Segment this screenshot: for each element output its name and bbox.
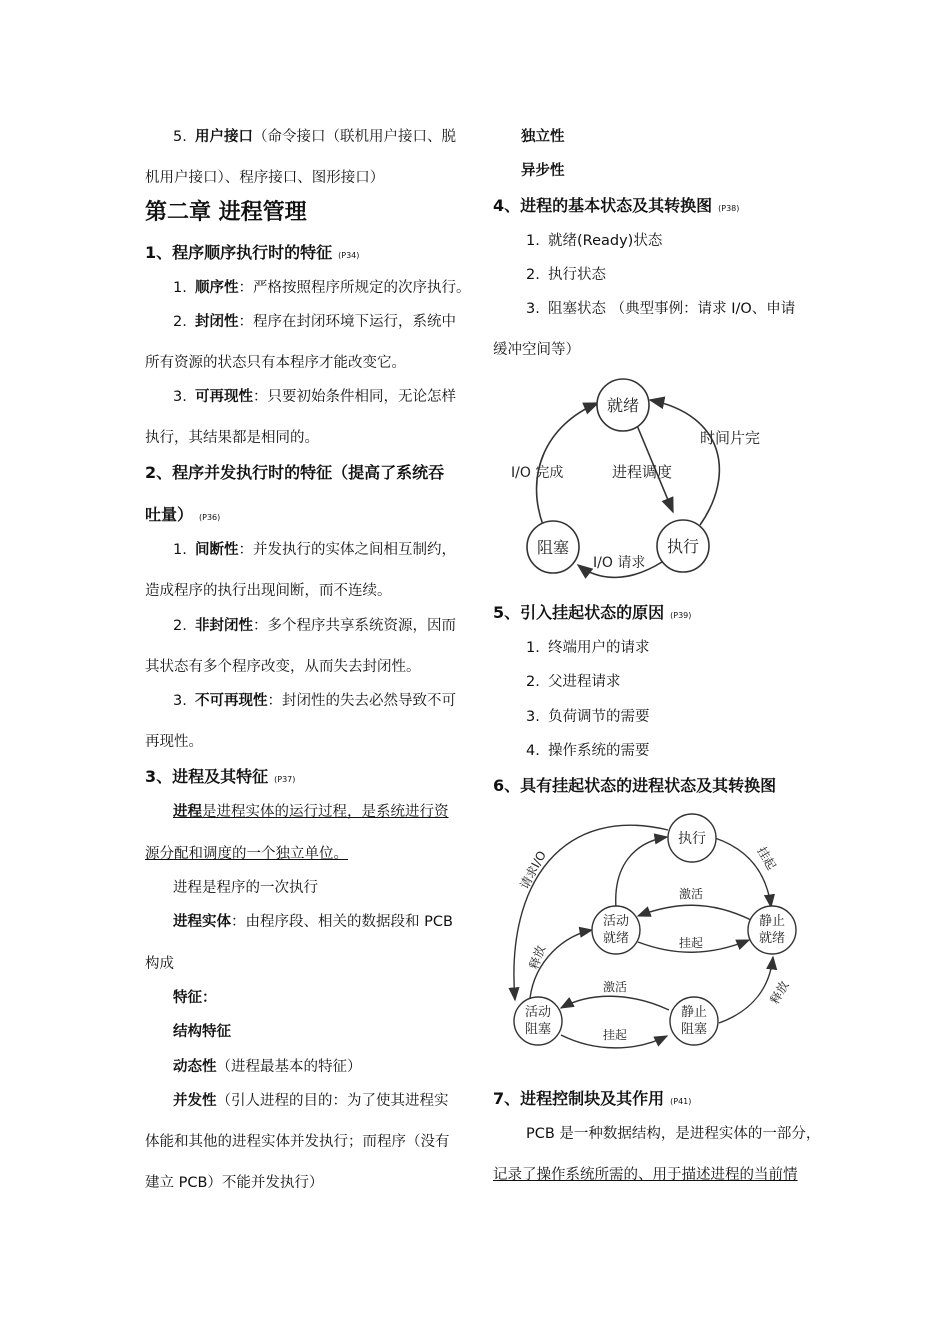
feature-item: 异步性 [521, 163, 565, 179]
release-static-arrow [719, 957, 773, 1023]
text-line: 机用户接口）、程序接口、图形接口） [145, 170, 385, 186]
static-blocked-state [670, 997, 718, 1045]
running-state [657, 520, 709, 572]
running-label: 执行 [666, 537, 700, 556]
active-blocked-state [514, 997, 562, 1045]
text-line: 其状态有多个程序改变，从而失去封闭性。 [145, 659, 421, 675]
section-heading: 5、引入挂起状态的原因 (P39) [493, 603, 692, 622]
static-ready-label-2: 就绪 [758, 931, 786, 946]
active-ready-label-2: 就绪 [602, 931, 630, 946]
list-item: 3. 负荷调节的需要 [526, 709, 650, 725]
text-line: 造成程序的执行出现间断，而不连续。 [145, 583, 392, 599]
static-blocked-label-2: 阻塞 [680, 1022, 708, 1037]
text-line: PCB 是一种数据结构，是进程实体的一部分， [526, 1126, 821, 1142]
list-item: 1. 间断性：并发执行的实体之间相互制约， [173, 542, 456, 558]
text-line: 缓冲空间等） [493, 342, 580, 358]
activate-blocked-arrow [561, 996, 669, 1010]
active-ready-label-1: 活动 [602, 914, 630, 929]
list-item: 1. 就绪(Ready)状态 [526, 233, 663, 249]
suspend-running-label: 挂起 [754, 844, 779, 873]
list-item: 5. 用户接口（命令接口（联机用户接口、脱 [173, 129, 456, 145]
text-line: 进程是程序的一次执行 [173, 880, 318, 896]
feature-item: 动态性（进程最基本的特征） [173, 1059, 362, 1075]
text-line: 执行，其结果都是相同的。 [145, 430, 319, 446]
text-line: 体能和其他的进程实体并发执行；而程序（没有 [145, 1134, 450, 1150]
time-slice-label: 时间片完 [700, 429, 761, 447]
text-line: 构成 [145, 956, 174, 972]
section-heading: 2、程序并发执行时的特征（提高了系统吞 [145, 463, 445, 482]
active-ready-state [592, 906, 640, 954]
section-heading: 3、进程及其特征 (P37) [145, 767, 296, 786]
suspend-blocked-label: 挂起 [603, 1028, 628, 1042]
active-ready-to-running-arrow [616, 837, 667, 908]
basic-state-diagram [495, 365, 795, 585]
blocked-state [527, 521, 579, 573]
io-done-label: I/O 完成 [511, 465, 564, 481]
list-item: 3. 可再现性：只要初始条件相同，无论怎样 [173, 389, 456, 405]
list-item: 3. 阻塞状态 （典型事例：请求 I/O、申请 [526, 301, 796, 317]
list-item: 2. 执行状态 [526, 267, 606, 283]
feature-item: 结构特征 [173, 1024, 231, 1040]
running-label: 执行 [678, 831, 706, 847]
static-ready-state [748, 906, 796, 954]
section-heading-cont: 吐量） (P36) [145, 505, 221, 524]
section-heading: 4、进程的基本状态及其转换图 (P38) [493, 196, 740, 215]
suspend-state-diagram [495, 810, 805, 1060]
text-line: 建立 PCB）不能并发执行） [145, 1175, 324, 1191]
definition-line: 进程是进程实体的运行过程，是系统进行资 [173, 804, 449, 820]
section-heading: 6、具有挂起状态的进程状态及其转换图 [493, 776, 777, 795]
feature-item: 并发性（引人进程的目的：为了使其进程实 [173, 1093, 449, 1109]
suspend-ready-label: 挂起 [679, 936, 704, 950]
list-item: 2. 非封闭性：多个程序共享系统资源，因而 [173, 618, 456, 634]
list-item: 4. 操作系统的需要 [526, 743, 650, 759]
list-item: 1. 终端用户的请求 [526, 640, 650, 656]
activate-ready-arrow [638, 905, 751, 920]
request-io-label: 请求I/O [517, 848, 549, 892]
list-item: 2. 父进程请求 [526, 674, 621, 690]
running-state [668, 814, 716, 862]
release-static-label: 释放 [767, 978, 792, 1007]
chapter-title: 第二章 进程管理 [145, 200, 307, 225]
section-heading: 7、进程控制块及其作用 (P41) [493, 1089, 692, 1108]
text-line: 再现性。 [145, 734, 203, 750]
active-blocked-label-2: 阻塞 [524, 1022, 552, 1037]
io-done-arrow [537, 403, 598, 525]
activate-blocked-label: 激活 [603, 980, 628, 994]
blocked-label: 阻塞 [536, 538, 570, 557]
release-active-label: 释放 [526, 943, 549, 972]
ready-label: 就绪 [606, 396, 640, 415]
ready-state [597, 379, 649, 431]
list-item: 3. 不可再现性：封闭性的失去必然导致不可 [173, 693, 456, 709]
static-blocked-label-1: 静止 [680, 1005, 708, 1020]
dispatch-label: 进程调度 [612, 463, 673, 481]
static-ready-label-1: 静止 [758, 914, 786, 929]
text-line: 进程实体：由程序段、相关的数据段和 PCB [173, 914, 453, 930]
definition-cont: 源分配和调度的一个独立单位。 [145, 846, 348, 862]
active-blocked-label-1: 活动 [524, 1005, 552, 1020]
activate-ready-label: 激活 [679, 887, 704, 901]
feature-item: 独立性 [521, 129, 565, 145]
text-line: 记录了操作系统所需的、用于描述进程的当前情 [493, 1167, 798, 1183]
io-request-label: I/O 请求 [593, 555, 646, 571]
section-heading: 1、程序顺序执行时的特征 (P34) [145, 243, 360, 262]
list-item: 2. 封闭性：程序在封闭环境下运行，系统中 [173, 314, 456, 330]
list-item: 1. 顺序性：严格按照程序所规定的次序执行。 [173, 280, 471, 296]
text-line: 所有资源的状态只有本程序才能改变它。 [145, 355, 406, 371]
feature-label: 特征： [173, 990, 217, 1006]
